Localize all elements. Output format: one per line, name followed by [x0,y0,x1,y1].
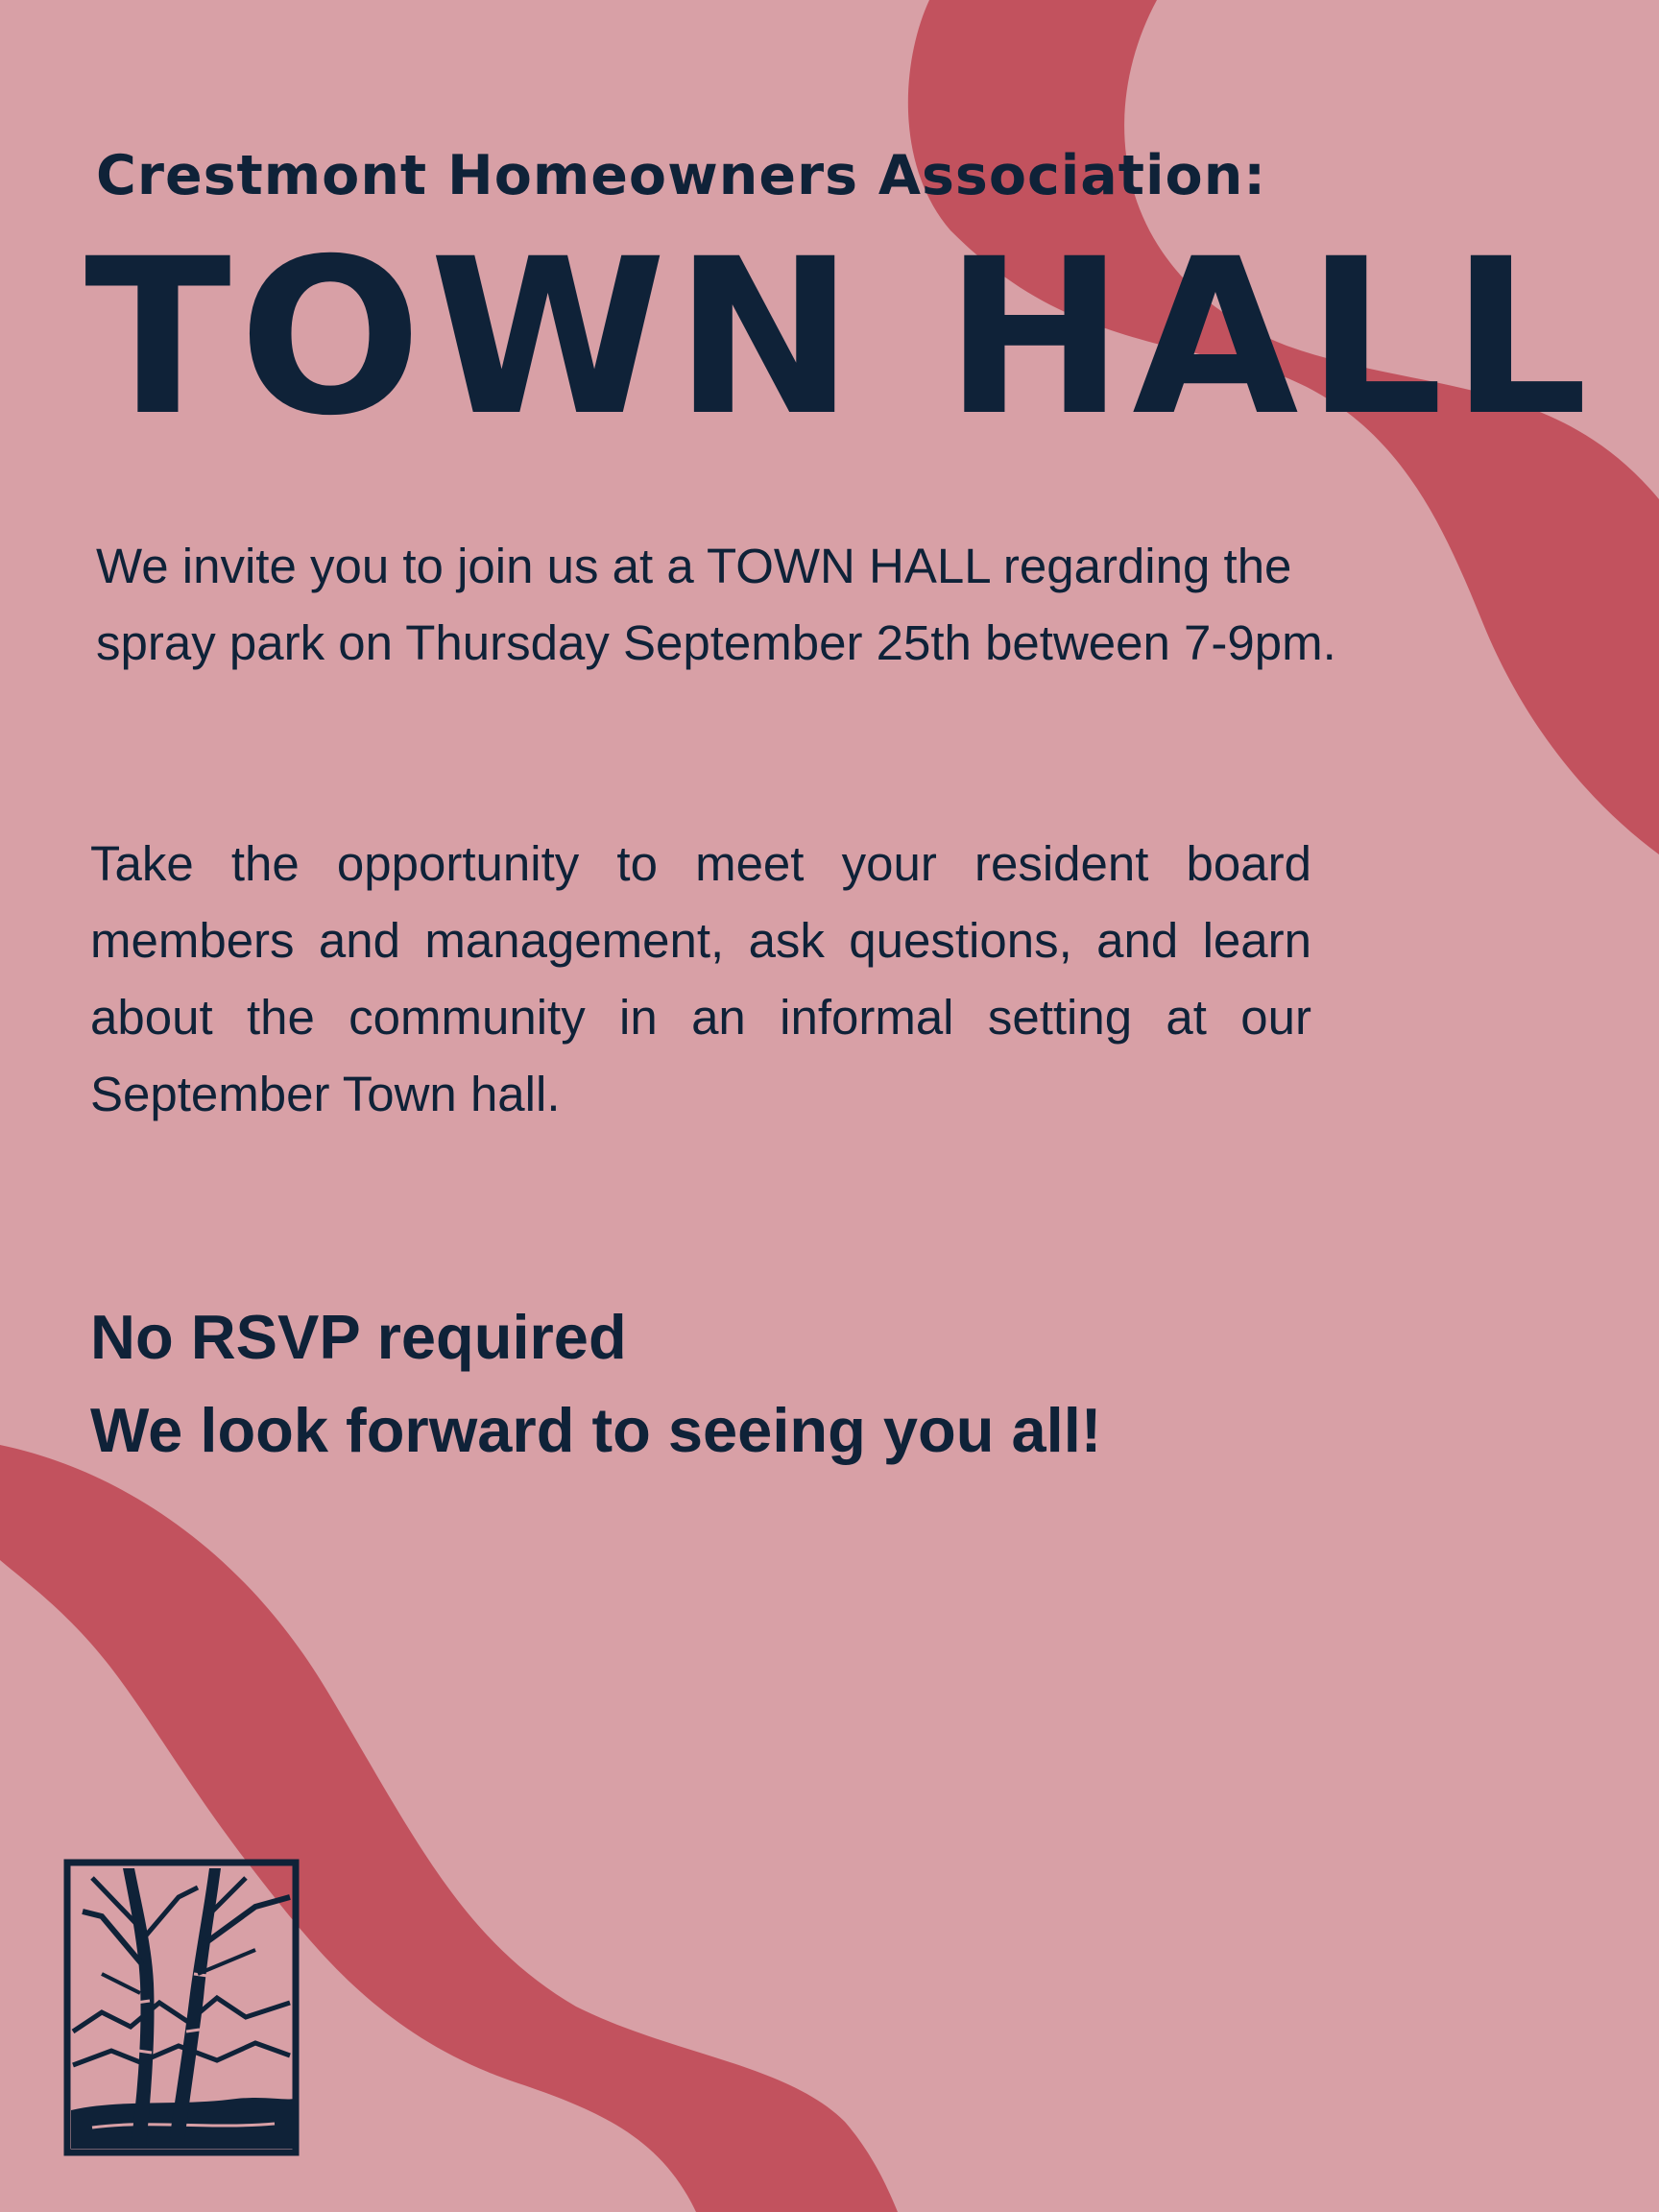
closing-line: We look forward to seeing you all! [90,1395,1102,1465]
opportunity-paragraph: Take the opportunity to meet your resident board members and management, ask questions, and learn about the community in an informal setting at our September Town hall. [90,836,1311,1121]
invitation-paragraph: We invite you to join us at a TOWN HALL regarding the spray park on Thursday September 25th between 7-9pm. [96,539,1336,670]
organization-title: Crestmont Homeowners Association: [96,144,1267,207]
event-title: TOWN HALL [84,212,1597,463]
rsvp-note: No RSVP required [90,1302,627,1372]
birch-trees-mountains-logo-icon [63,1859,300,2156]
